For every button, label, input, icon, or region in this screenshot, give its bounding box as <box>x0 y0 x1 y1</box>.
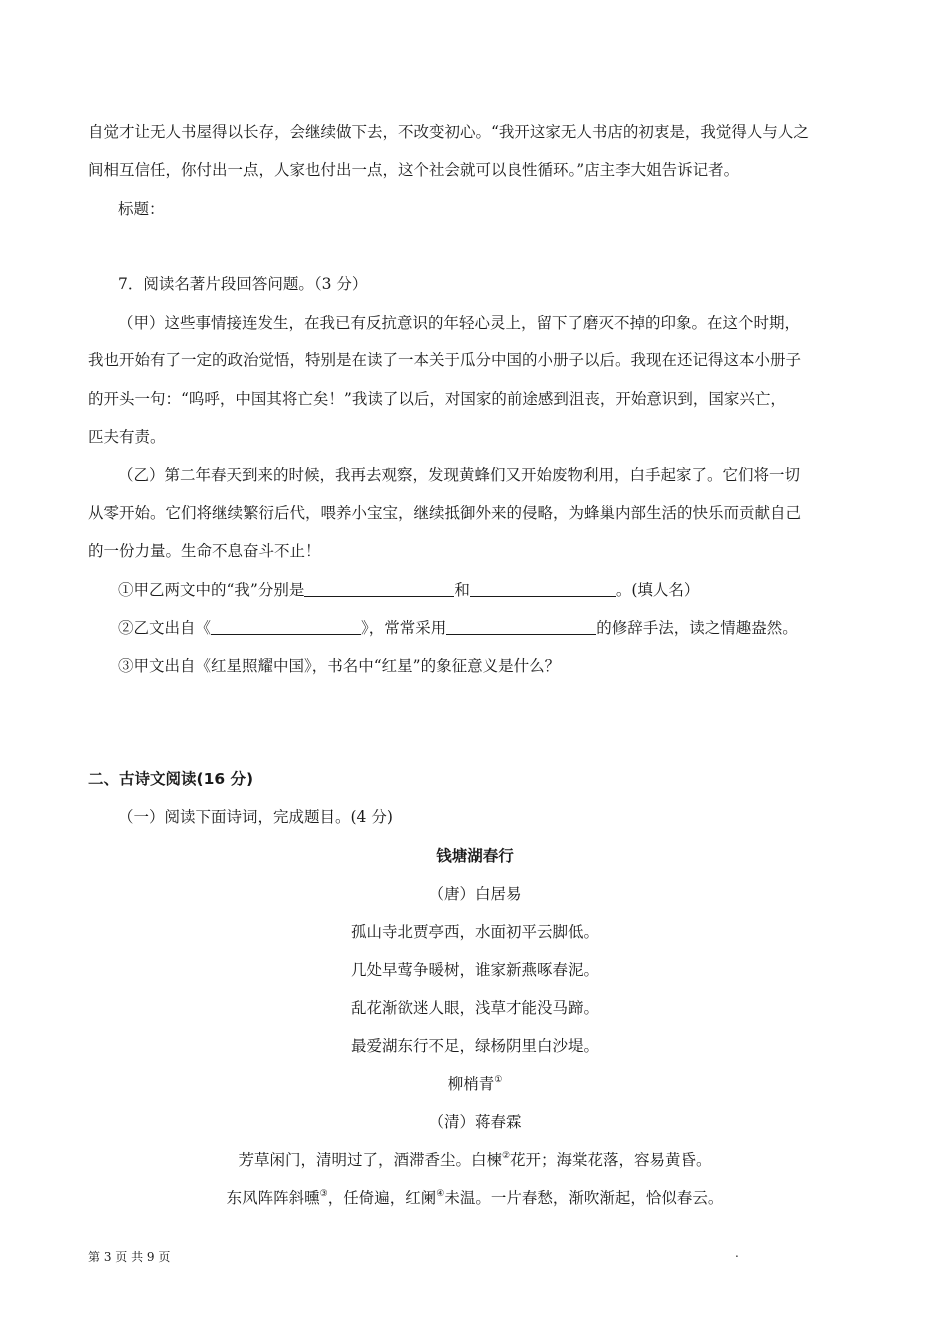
footer-dot: . <box>735 1246 739 1260</box>
passage-line: 间相互信任，你付出一点，人家也付出一点，这个社会就可以良性循环。”店主李大姐告诉记者。 <box>88 161 740 179</box>
poem-2-line <box>0 1188 950 1208</box>
answer-blank[interactable] <box>446 618 596 635</box>
sub-question-1-hint: 。(填人名） <box>615 581 700 599</box>
sub-question-2 <box>118 618 798 638</box>
title-prompt: 标题： <box>118 200 165 218</box>
footnote-marker: ④ <box>436 1189 445 1199</box>
footnote-marker: ③ <box>319 1189 328 1199</box>
question-7-heading: 7．阅读名著片段回答问题。（3 分） <box>118 275 368 293</box>
poem-2-title <box>0 1074 950 1094</box>
jia-line: 的开头一句：“呜呼，中国其将亡矣！”我读了以后，对国家的前途感到沮丧，开始意识到，国家兴亡， <box>88 390 786 408</box>
poem-2-line-text: 未温。一片春愁，渐吹渐起，恰似春云。 <box>444 1189 724 1207</box>
page-number: 第 3 页 共 9 页 <box>88 1250 171 1264</box>
sub-question-2-end: 的修辞手法，读之情趣盎然。 <box>596 619 798 637</box>
poem-2-line-text: 芳草闲门，清明过了，酒滞香尘。白楝 <box>238 1151 502 1169</box>
poem-2-title-text: 柳梢青 <box>447 1075 495 1093</box>
sub-question-2-text: ②乙文出自《 <box>118 619 212 637</box>
sub-question-2-mid: 》，常常采用 <box>361 619 447 637</box>
sub-question-1-text: ①甲乙两文中的“我”分别是 <box>118 581 305 599</box>
footnote-marker: ① <box>494 1075 503 1085</box>
poem-1-line: 孤山寺北贾亭西，水面初平云脚低。 <box>350 923 599 941</box>
jia-line: 匹夫有责。 <box>88 428 166 446</box>
footnote-marker: ② <box>501 1151 511 1161</box>
answer-blank[interactable] <box>470 580 616 597</box>
sub-question-1-and: 和 <box>454 581 470 599</box>
poem-1-line: 乱花渐欲迷人眼，浅草才能没马蹄。 <box>350 999 599 1017</box>
poem-2-line <box>0 1150 950 1170</box>
sub-question-3: ③甲文出自《红星照耀中国》，书名中“红星”的象征意义是什么？ <box>118 657 561 675</box>
yi-line: （乙）第二年春天到来的时候，我再去观察，发现黄蜂们又开始废物利用，白手起家了。它们将一切 <box>118 466 801 484</box>
sub-question-1 <box>118 580 699 600</box>
poem-1-title: 钱塘湖春行 <box>436 847 514 865</box>
poem-2-line-text: 东风阵阵斜曛 <box>226 1189 320 1207</box>
poem-2-author: （清）蒋春霖 <box>428 1113 522 1131</box>
answer-blank[interactable] <box>304 580 454 597</box>
poem-1-author: （唐）白居易 <box>428 885 522 903</box>
jia-line: （甲）这些事情接连发生，在我已有反抗意识的年轻心灵上，留下了磨灭不掉的印象。在这个时期， <box>118 314 801 332</box>
poem-1-line: 几处早莺争暖树，谁家新燕啄春泥。 <box>350 961 599 979</box>
answer-blank[interactable] <box>211 618 361 635</box>
section-2-part-1: （一）阅读下面诗词，完成题目。(4 分) <box>118 808 393 826</box>
poem-2-line-text: 花开；海棠花落，容易黄昏。 <box>510 1151 712 1169</box>
poem-1-line: 最爱湖东行不足，绿杨阴里白沙堤。 <box>350 1037 599 1055</box>
section-2-heading: 二、古诗文阅读(16 分) <box>88 770 254 788</box>
yi-line: 的一份力量。生命不息奋斗不止！ <box>88 542 321 560</box>
jia-line: 我也开始有了一定的政治觉悟，特别是在读了一本关于瓜分中国的小册子以后。我现在还记得这本小册子 <box>88 351 802 369</box>
yi-line: 从零开始。它们将继续繁衍后代，喂养小宝宝，继续抵御外来的侵略，为蜂巢内部生活的快乐而贡献自己 <box>88 504 802 522</box>
poem-2-line-text: ，任倚遍，红阑 <box>327 1189 437 1207</box>
passage-line: 自觉才让无人书屋得以长存，会继续做下去，不改变初心。“我开这家无人书店的初衷是，我觉得人与人之 <box>88 123 809 141</box>
